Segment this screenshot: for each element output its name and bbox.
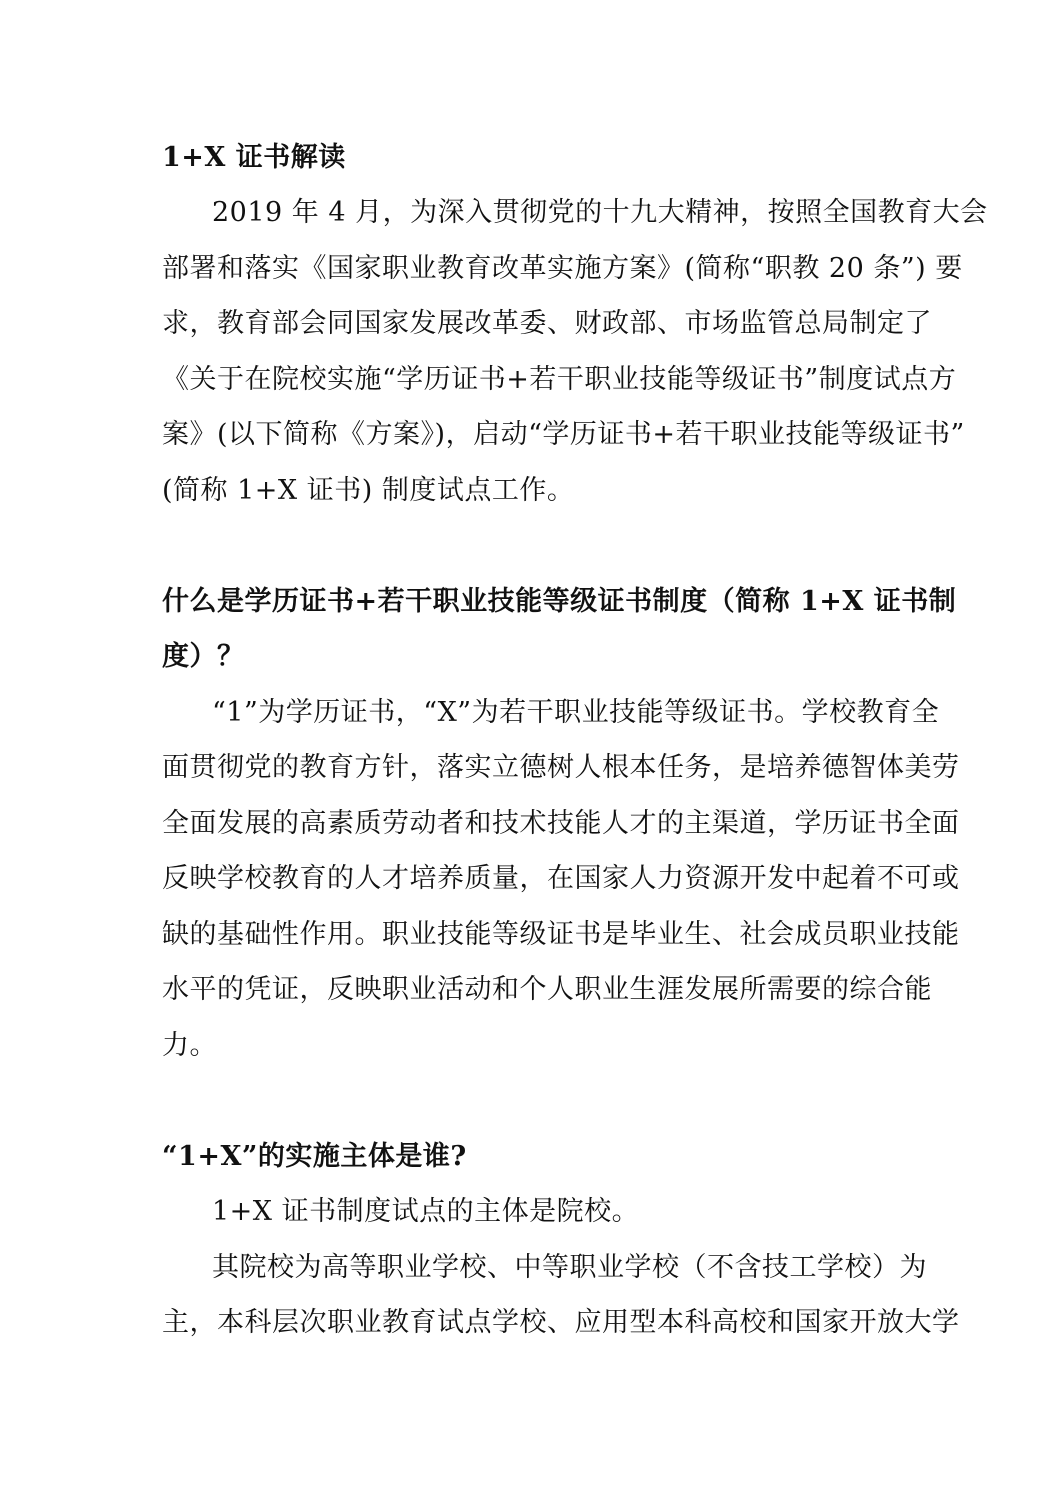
section1-body-line: 力。 <box>162 1030 217 1061</box>
document-title: 1+X 证书解读 <box>162 142 346 173</box>
section1-body-line: 全面发展的高素质劳动者和技术技能人才的主渠道，学历证书全面 <box>162 808 960 839</box>
intro-line: (简称 1+X 证书) 制度试点工作。 <box>162 475 575 506</box>
section1-heading: 什么是学历证书+若干职业技能等级证书制度（简称 1+X 证书制 <box>162 586 957 617</box>
section2-paragraph-line: 主，本科层次职业教育试点学校、应用型本科高校和国家开放大学 <box>162 1307 960 1338</box>
intro-line: 部署和落实《国家职业教育改革实施方案》(简称“职教 20 条”) 要 <box>162 253 963 284</box>
intro-line: 2019 年 4 月，为深入贯彻党的十九大精神，按照全国教育大会 <box>212 197 988 228</box>
intro-line: 求，教育部会同国家发展改革委、财政部、市场监管总局制定了 <box>162 308 932 339</box>
section1-body-line: 缺的基础性作用。职业技能等级证书是毕业生、社会成员职业技能 <box>162 919 960 950</box>
section1-heading: 度）？ <box>162 641 245 672</box>
section2-paragraph: 1+X 证书制度试点的主体是院校。 <box>212 1196 640 1227</box>
section1-body-line: 反映学校教育的人才培养质量，在国家人力资源开发中起着不可或 <box>162 863 960 894</box>
section1-body-line: “1”为学历证书，“X”为若干职业技能等级证书。学校教育全 <box>212 697 940 728</box>
section2-paragraph-line: 其院校为高等职业学校、中等职业学校（不含技工学校）为 <box>212 1252 927 1283</box>
intro-line: 《关于在院校实施“学历证书+若干职业技能等级证书”制度试点方 <box>162 364 957 395</box>
section1-body-line: 水平的凭证，反映职业活动和个人职业生涯发展所需要的综合能 <box>162 974 932 1005</box>
section2-heading: “1+X”的实施主体是谁? <box>162 1141 467 1172</box>
section1-body-line: 面贯彻党的教育方针，落实立德树人根本任务，是培养德智体美劳 <box>162 752 960 783</box>
intro-line: 案》(以下简称《方案》)，启动“学历证书+若干职业技能等级证书” <box>162 419 965 450</box>
